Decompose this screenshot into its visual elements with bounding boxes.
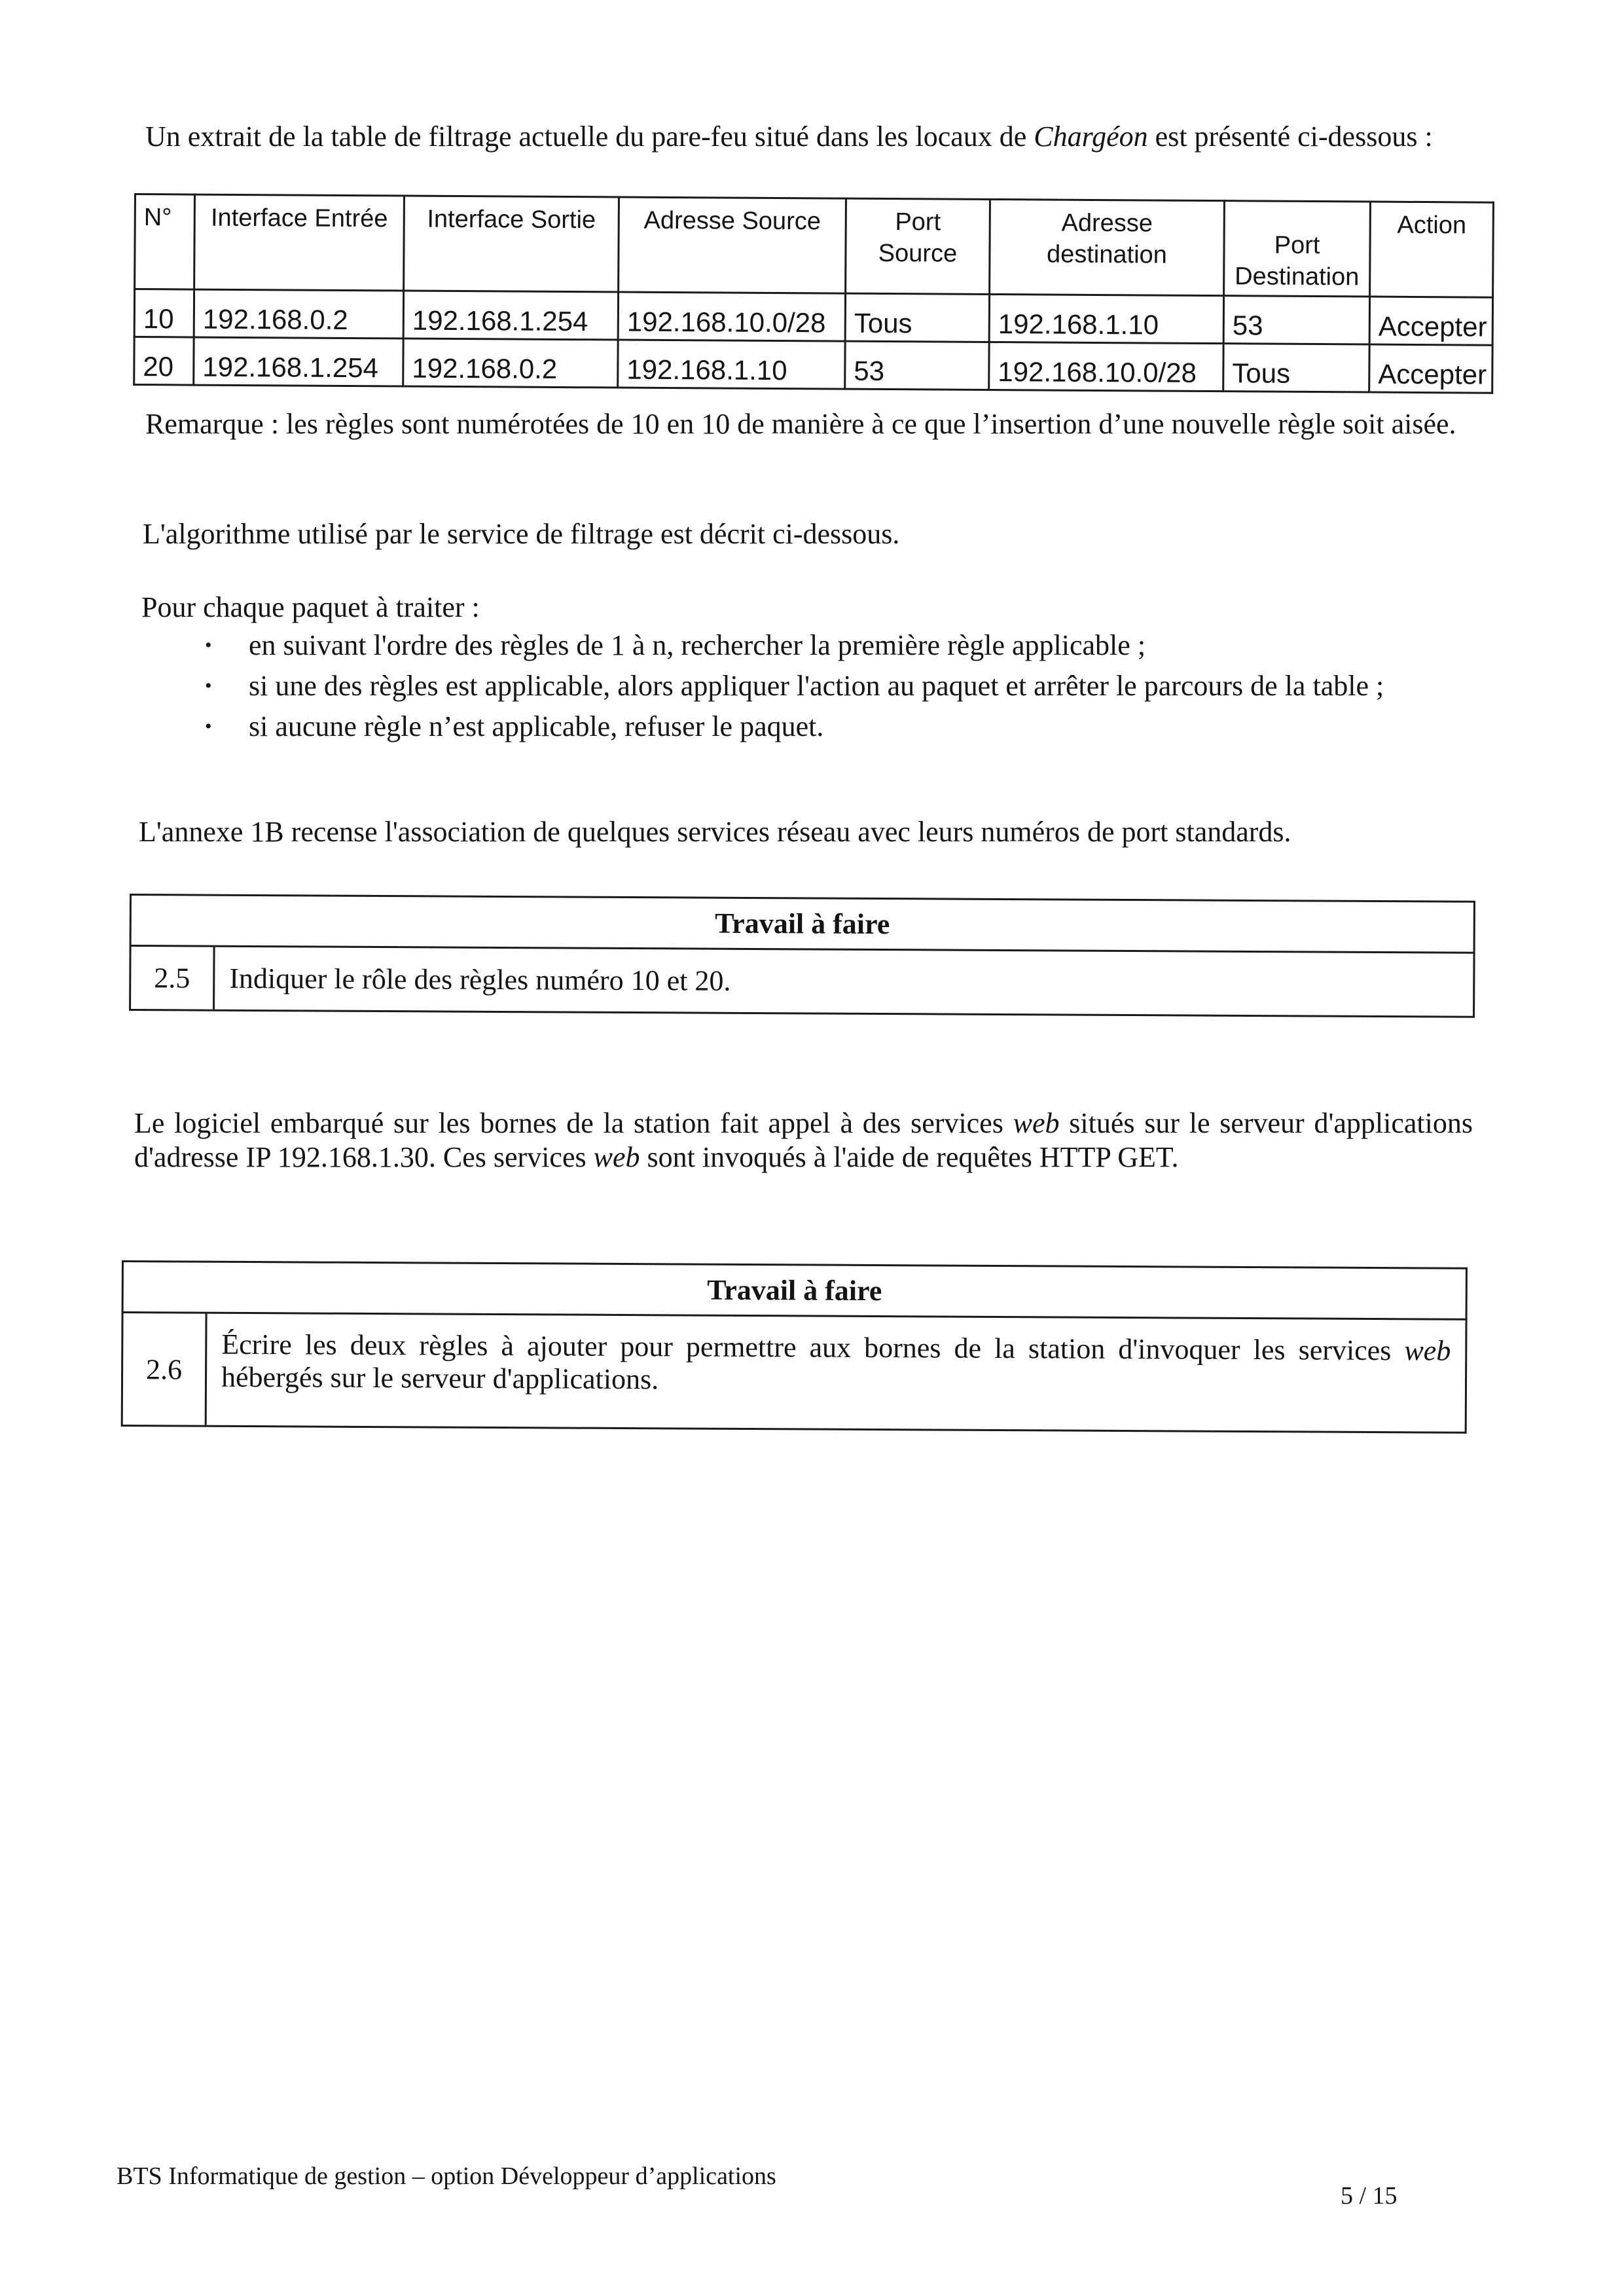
task-row — [131, 947, 1473, 1016]
web-services-paragraph: Le logiciel embarqué sur les bornes de la station fait appel à des services web situés sur le serveur d'applications d'adresse IP 192.168.1.30. Ces services web sont invoqués à l'aide de requêtes HTTP GET. — [134, 1107, 1473, 1173]
list-item-text: si aucune règle n’est applicable, refuser le paquet. — [249, 710, 824, 742]
task-number: 2.5 — [131, 947, 215, 1010]
cell-interface-in: 192.168.1.254 — [194, 337, 403, 386]
cell-source-port: 53 — [845, 341, 989, 390]
cell-action: Accepter — [1369, 297, 1492, 345]
cell-source-port: Tous — [845, 293, 989, 342]
list-item-text: en suivant l'ordre des règles de 1 à n, rechercher la première règle applicable ; — [249, 629, 1146, 661]
header-interface-out: Interface Sortie — [404, 196, 619, 292]
list-item — [193, 669, 1492, 703]
cell-interface-in: 192.168.0.2 — [194, 289, 403, 338]
header-number: N° — [135, 194, 195, 290]
bullet-icon: • — [205, 716, 212, 737]
cell-destination-port: Tous — [1223, 344, 1369, 392]
bullet-icon: • — [205, 634, 212, 656]
cell-action: Accepter — [1369, 344, 1492, 393]
header-interface-in: Interface Entrée — [194, 194, 405, 291]
header-source-port: Port Source — [846, 198, 990, 294]
list-item-text: si une des règles est applicable, alors appliquer l'action au paquet et arrêter le parcours de la table ; — [249, 670, 1384, 702]
header-destination-address: Adresse destination — [990, 199, 1225, 295]
bullet-icon: • — [205, 675, 212, 697]
firewall-filter-table — [133, 193, 1494, 394]
intro-text-after: est présenté ci-dessous : — [1147, 120, 1433, 153]
intro-place-name: Chargéon — [1034, 120, 1148, 153]
task-box-2-6 — [121, 1260, 1468, 1434]
header-source-address: Adresse Source — [619, 197, 846, 293]
packet-intro: Pour chaque paquet à traiter : — [141, 591, 480, 623]
cell-destination-address: 192.168.1.10 — [989, 294, 1223, 343]
algorithm-intro: L'algorithme utilisé par le service de filtrage est décrit ci-dessous. — [143, 518, 900, 550]
list-item — [193, 629, 1492, 663]
cell-number: 20 — [134, 337, 194, 386]
task-row — [123, 1313, 1466, 1432]
footer-course-title: BTS Informatique de gestion – option Développeur d’applications — [117, 2162, 776, 2190]
task-title: Travail à faire — [132, 896, 1473, 954]
algorithm-steps-list — [193, 629, 1492, 750]
table-header-row — [135, 194, 1494, 298]
list-item — [193, 710, 1492, 744]
intro-paragraph — [145, 120, 1494, 154]
cell-source-address: 192.168.1.10 — [618, 340, 845, 389]
task-title: Travail à faire — [124, 1262, 1466, 1321]
cell-interface-out: 192.168.0.2 — [403, 338, 618, 388]
task-box-2-5 — [129, 894, 1475, 1018]
cell-source-address: 192.168.10.0/28 — [618, 292, 845, 341]
cell-destination-address: 192.168.10.0/28 — [989, 342, 1223, 391]
header-destination-port: Port Destination — [1224, 201, 1371, 297]
table-row — [134, 337, 1492, 393]
cell-number: 10 — [134, 289, 194, 338]
intro-text-before: Un extrait de la table de filtrage actuelle du pare-feu situé dans les locaux de — [145, 120, 1034, 153]
cell-interface-out: 192.168.1.254 — [403, 291, 618, 340]
task-text: Écrire les deux règles à ajouter pour permettre aux bornes de la station d'invoquer les services web hébergés sur le serveur d'applications. — [221, 1328, 1451, 1396]
table-row — [134, 289, 1492, 346]
header-action: Action — [1370, 202, 1494, 297]
footer-page-number: 5 / 15 — [1341, 2182, 1398, 2210]
remark-paragraph: Remarque : les règles sont numérotées de 10 en 10 de manière à ce que l’insertion d’une nouvelle règle soit aisée. — [145, 408, 1456, 440]
cell-destination-port: 53 — [1223, 296, 1369, 344]
task-text: Indiquer le rôle des règles numéro 10 et 20. — [229, 962, 731, 997]
annex-paragraph: L'annexe 1B recense l'association de quelques services réseau avec leurs numéros de port standards. — [139, 816, 1291, 848]
task-number: 2.6 — [123, 1313, 208, 1425]
